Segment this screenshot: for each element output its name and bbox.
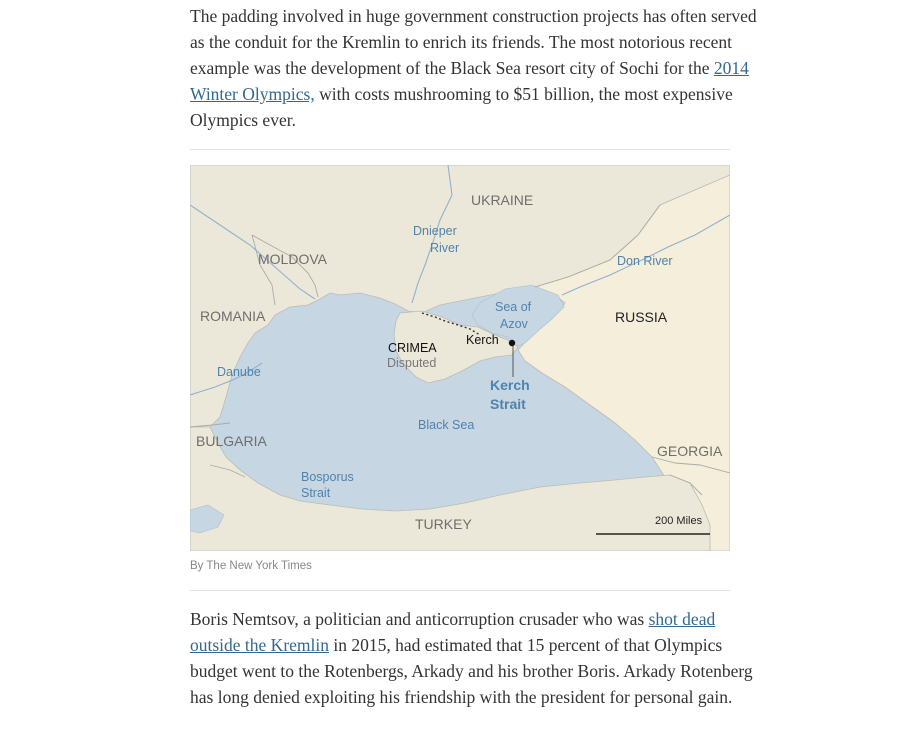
- winter-olympics-link[interactable]: 2014 Winter Olympics,: [190, 58, 749, 104]
- label-bulgaria: BULGARIA: [196, 433, 267, 449]
- label-turkey: TURKEY: [415, 516, 472, 532]
- black-sea-map: [190, 165, 730, 551]
- divider-bottom: [190, 590, 730, 591]
- label-azov-line2: Azov: [500, 317, 528, 331]
- article-paragraph-1: [190, 3, 770, 133]
- para2-text-after: in 2015, had estimated that 15 percent of that Olympics budget went to the Rotenbergs, Arkady and his brother Boris. Arkady Rotenberg has long denied exploiting his friendship with the president for personal gain.: [190, 635, 753, 707]
- label-don-river: Don River: [617, 254, 673, 268]
- label-moldova: MOLDOVA: [258, 251, 327, 267]
- label-disputed: Disputed: [387, 356, 437, 370]
- label-dnieper-line2: River: [430, 241, 460, 255]
- label-georgia: GEORGIA: [657, 443, 723, 459]
- label-ukraine: UKRAINE: [471, 192, 534, 208]
- para1-text-before: The padding involved in huge government construction projects has often served as the conduit for the Kremlin to enrich its friends. The most notorious recent example was the development of the Black Sea resort city of Sochi for the: [190, 6, 757, 78]
- label-kerch-strait-line2: Strait: [490, 396, 526, 412]
- map-credit: By The New York Times: [190, 560, 312, 572]
- label-romania: ROMANIA: [200, 308, 266, 324]
- label-danube: Danube: [217, 365, 261, 379]
- label-azov-line1: Sea of: [495, 300, 532, 314]
- label-scale: 200 Miles: [655, 515, 703, 527]
- divider-top: [190, 149, 730, 150]
- para2-text-before: Boris Nemtsov, a politician and anticorruption crusader who was: [190, 609, 649, 629]
- article-paragraph-2: [190, 606, 770, 710]
- label-kerch-strait-line1: Kerch: [490, 377, 530, 393]
- label-kerch-city: Kerch: [466, 333, 499, 347]
- label-bosporus-line1: Bosporus: [301, 470, 354, 484]
- map-graphic: [190, 165, 730, 551]
- nemtsov-shot-link[interactable]: shot dead outside the Kremlin: [190, 609, 716, 655]
- label-bosporus-line2: Strait: [301, 486, 331, 500]
- label-dnieper-line1: Dnieper: [413, 224, 457, 238]
- label-black-sea: Black Sea: [418, 418, 475, 432]
- label-russia: RUSSIA: [615, 309, 668, 325]
- kerch-city-dot: [509, 340, 515, 346]
- para1-text-after: with costs mushrooming to $51 billion, the most expensive Olympics ever.: [190, 84, 733, 130]
- label-crimea: CRIMEA: [388, 341, 437, 355]
